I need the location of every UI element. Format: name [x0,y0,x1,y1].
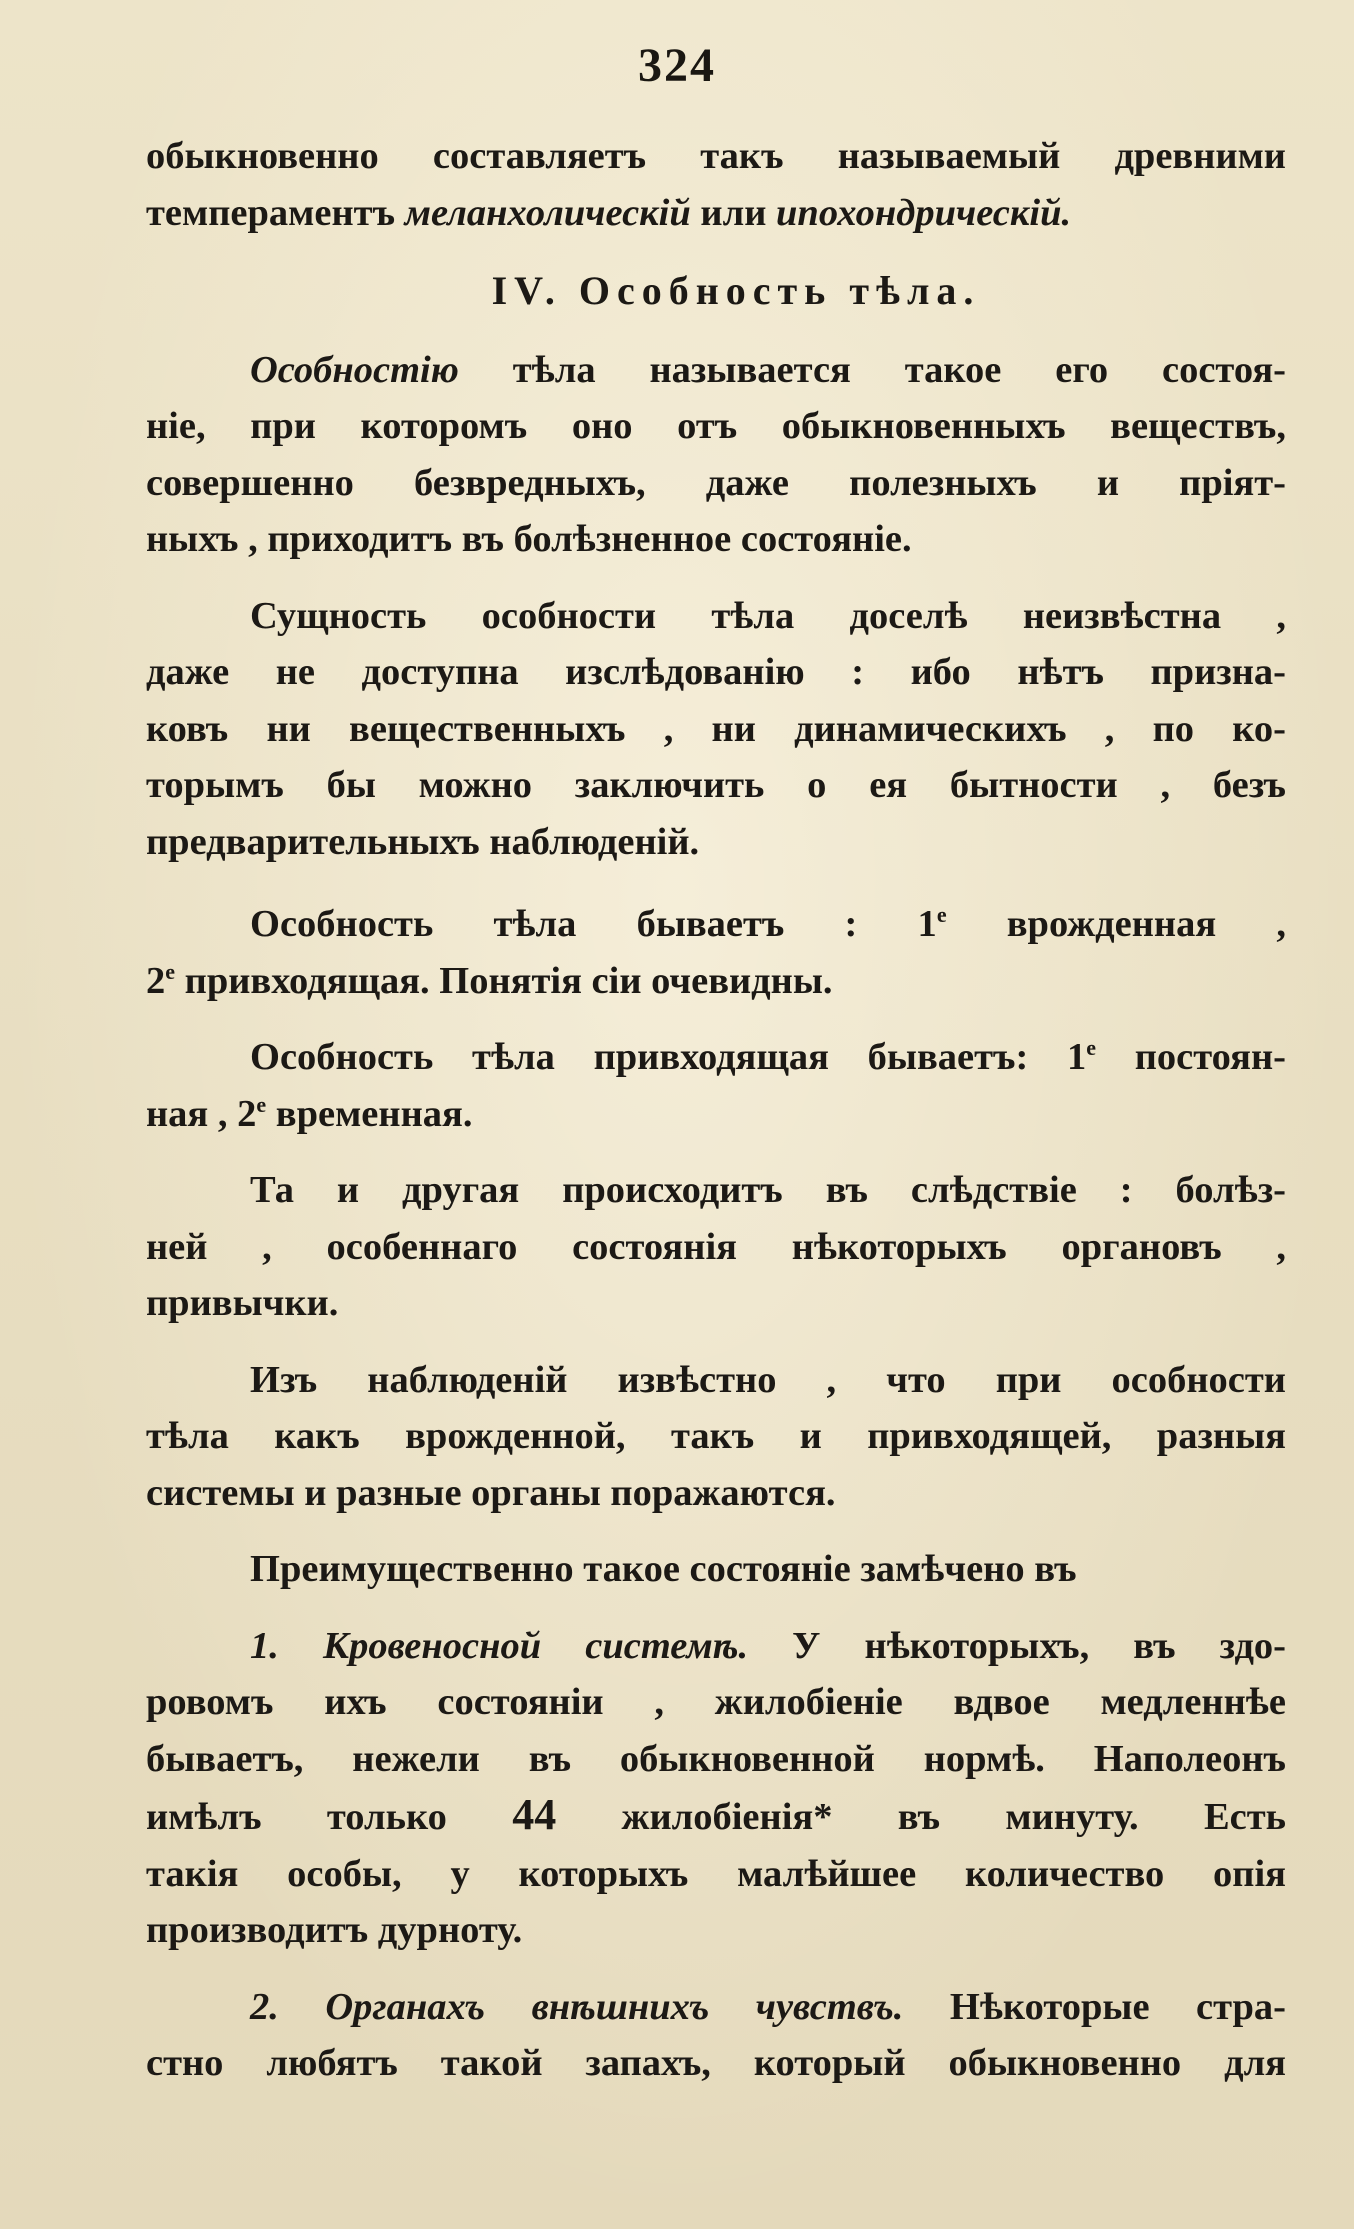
text-line: привычки. [146,1282,339,1324]
text-line: бываетъ, нежели въ обыкновенной нормѣ. Наполеонъ [146,1737,1286,1780]
text-line: торымъ бы можно заключить о ея бытности , безъ [146,764,1286,806]
text-line: ныхъ , приходитъ въ болѣзненное состояніе. [146,518,912,560]
text-line: производитъ дурноту. [146,1909,523,1951]
paragraph-essence [146,588,1286,871]
paragraph-senses [146,1979,1286,2092]
text-line: даже не доступна изслѣдованію : ибо нѣтъ призна- [146,651,1286,693]
text-line: ніе, при которомъ оно отъ обыкновенныхъ веществъ, [146,405,1286,447]
page-number: 324 [638,39,716,92]
text-line: 1. Кровеносной системѣ. У нѣкоторыхъ, въ здо- [250,1624,1286,1667]
section-heading: IV. Особность тѣла. [491,268,981,313]
text-line: ная , $2^е$ временная. [146,1091,473,1135]
paragraph-acquired [146,1029,1286,1142]
paragraph-definition [146,342,1286,568]
text-line: предварительныхъ наблюденій. [146,820,700,863]
text-line: $2^е$ привходящая. Понятія сіи очевидны. [146,958,833,1002]
body-text [146,128,1286,2092]
paragraph-circulatory [146,1618,1286,1959]
text-line: Особность тѣла привходящая бываетъ: $1^е$ постоян- [250,1035,1286,1078]
text-line: совершенно безвредныхъ, даже полезныхъ и пріят- [146,461,1286,504]
text-line: Особностію тѣла называется такое его состоя- [250,348,1286,391]
text-line: ровомъ ихъ состояніи , жилобіеніе вдвое медленнѣе [146,1681,1286,1723]
text-line: ковъ ни вещественныхъ , ни динамическихъ , по ко- [146,707,1286,750]
text-line: тѣла какъ врожденной, такъ и привходящей, разныя [146,1415,1286,1457]
text-line: обыкновенно составляетъ такъ называемый древними [146,135,1286,177]
paragraph-continuation [146,128,1286,241]
text-line: стно любятъ такой запахъ, который обыкновенно для [146,2042,1286,2084]
paragraph-observations [146,1352,1286,1522]
text-line: Изъ наблюденій извѣстно , что при особности [250,1358,1286,1401]
paragraph-predominant [146,1541,1286,1598]
text-line: Преимущественно такое состояніе замѣчено въ [250,1548,1077,1590]
text-line: темпераментъ меланхолическій или ипохондрическій. [146,191,1072,234]
text-line: имѣлъ только 44 жилобіенія* въ минуту. Есть [146,1790,1286,1839]
text-line: Особность тѣла бываетъ : $1^е$ врожденная , [250,902,1286,945]
text-line: Та и другая происходитъ въ слѣдствіе : болѣз- [250,1169,1286,1211]
text-line: такія особы, у которыхъ малѣйшее количество опія [146,1852,1286,1895]
paragraph-causes [146,1162,1286,1332]
text-line: 2. Органахъ внѣшнихъ чувствъ. Нѣкоторые стра- [250,1985,1287,2028]
text-line: Сущность особности тѣла доселѣ неизвѣстна , [250,594,1286,637]
text-line: системы и разные органы поражаются. [146,1471,836,1514]
text-line: ней , особеннаго состоянія нѣкоторыхъ органовъ , [146,1225,1286,1268]
paragraph-kinds [146,896,1286,1009]
